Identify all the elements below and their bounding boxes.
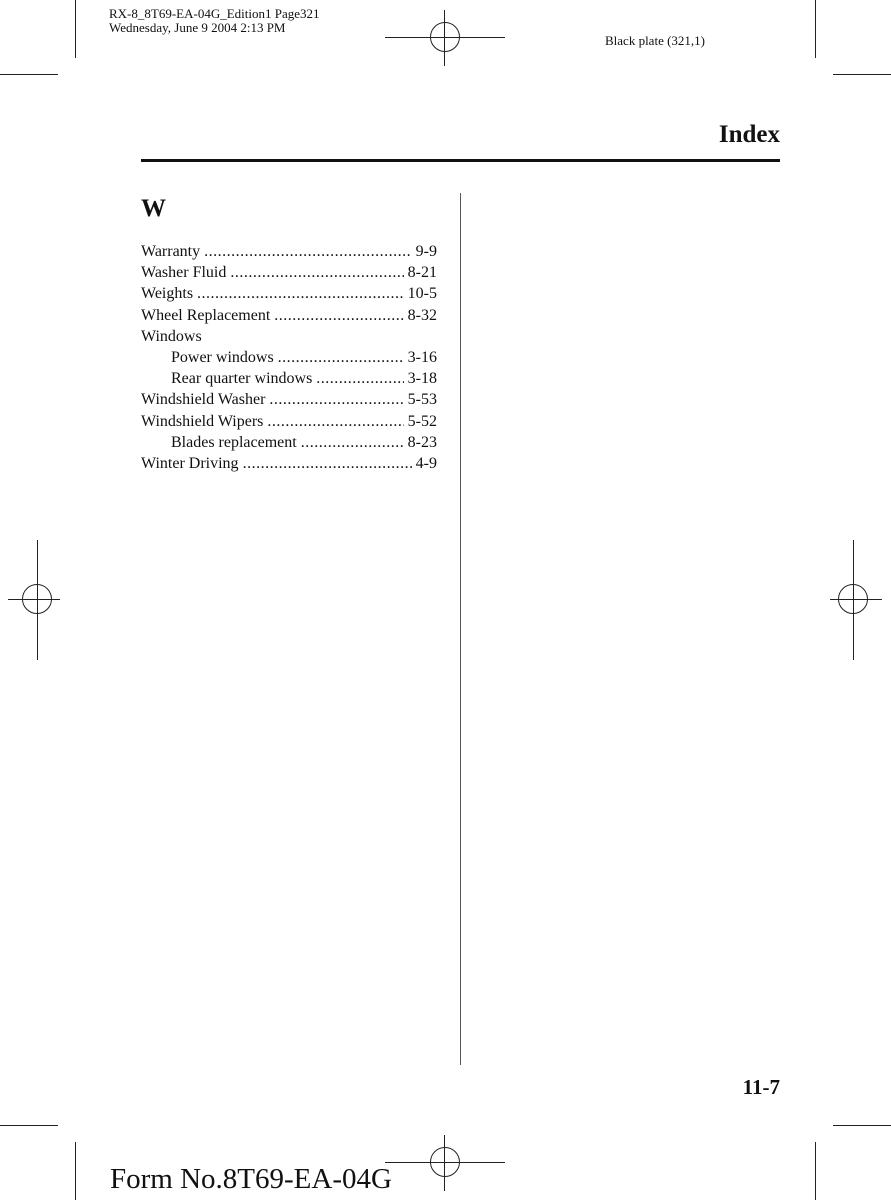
dot-leader (204, 243, 412, 261)
plate-label: Black plate (321,1) (605, 33, 705, 48)
index-page-ref: 5-52 (407, 412, 437, 430)
index-entry (141, 285, 437, 306)
dot-leader (278, 349, 404, 367)
print-date-line: Wednesday, June 9 2004 2:13 PM (109, 20, 286, 35)
dot-leader (301, 434, 404, 452)
dot-leader (316, 370, 403, 388)
dot-leader (197, 285, 404, 303)
crop-mark (815, 0, 816, 58)
index-page-ref: 3-16 (407, 348, 437, 366)
crop-mark (833, 74, 891, 75)
section-title: Index (718, 121, 780, 148)
index-list (141, 243, 437, 476)
print-file-line: RX-8_8T69-EA-04G_Edition1 Page321 (109, 6, 320, 21)
index-term: Windshield Wipers (141, 412, 264, 430)
index-term: Winter Driving (141, 454, 239, 472)
page-number: 11-7 (742, 1075, 780, 1099)
index-page-ref: 8-32 (407, 306, 437, 324)
index-term: Windows (141, 327, 202, 345)
index-page-ref: 10-5 (407, 285, 437, 303)
index-term: Rear quarter windows (171, 370, 313, 388)
index-entry (141, 413, 437, 434)
index-entry (141, 328, 437, 349)
dot-leader (230, 264, 403, 282)
form-number: Form No.8T69-EA-04G (110, 1163, 392, 1195)
index-page-ref: 8-23 (407, 433, 437, 451)
index-term: Weights (141, 285, 194, 303)
crop-mark (0, 74, 58, 75)
title-rule (141, 159, 780, 162)
index-term: Wheel Replacement (141, 306, 271, 324)
index-term: Washer Fluid (141, 264, 227, 282)
index-term: Power windows (171, 348, 274, 366)
index-term: Blades replacement (171, 433, 297, 451)
crop-mark (0, 1125, 58, 1126)
index-entry (141, 243, 437, 264)
index-entry (141, 455, 437, 476)
index-term: Warranty (141, 243, 201, 260)
index-page-ref: 5-53 (407, 391, 437, 409)
index-subentry (141, 370, 437, 391)
dot-leader (269, 391, 403, 409)
dot-leader (243, 455, 412, 473)
index-page-ref: 9-9 (415, 243, 437, 260)
column-divider (460, 193, 461, 1065)
index-subentry (141, 434, 437, 455)
index-term: Windshield Washer (141, 391, 266, 409)
index-entry (141, 264, 437, 285)
index-page-ref: 4-9 (415, 454, 437, 472)
print-meta (109, 7, 320, 35)
index-letter-heading: W (141, 195, 166, 222)
index-page-ref: 8-21 (407, 264, 437, 282)
index-entry (141, 391, 437, 412)
index-subentry (141, 349, 437, 370)
crop-mark (75, 0, 76, 58)
crop-mark (75, 1142, 76, 1200)
index-entry (141, 307, 437, 328)
dot-leader (267, 413, 403, 431)
index-page-ref: 3-18 (407, 370, 437, 388)
crop-mark (815, 1142, 816, 1200)
dot-leader (274, 307, 403, 325)
crop-mark (833, 1125, 891, 1126)
